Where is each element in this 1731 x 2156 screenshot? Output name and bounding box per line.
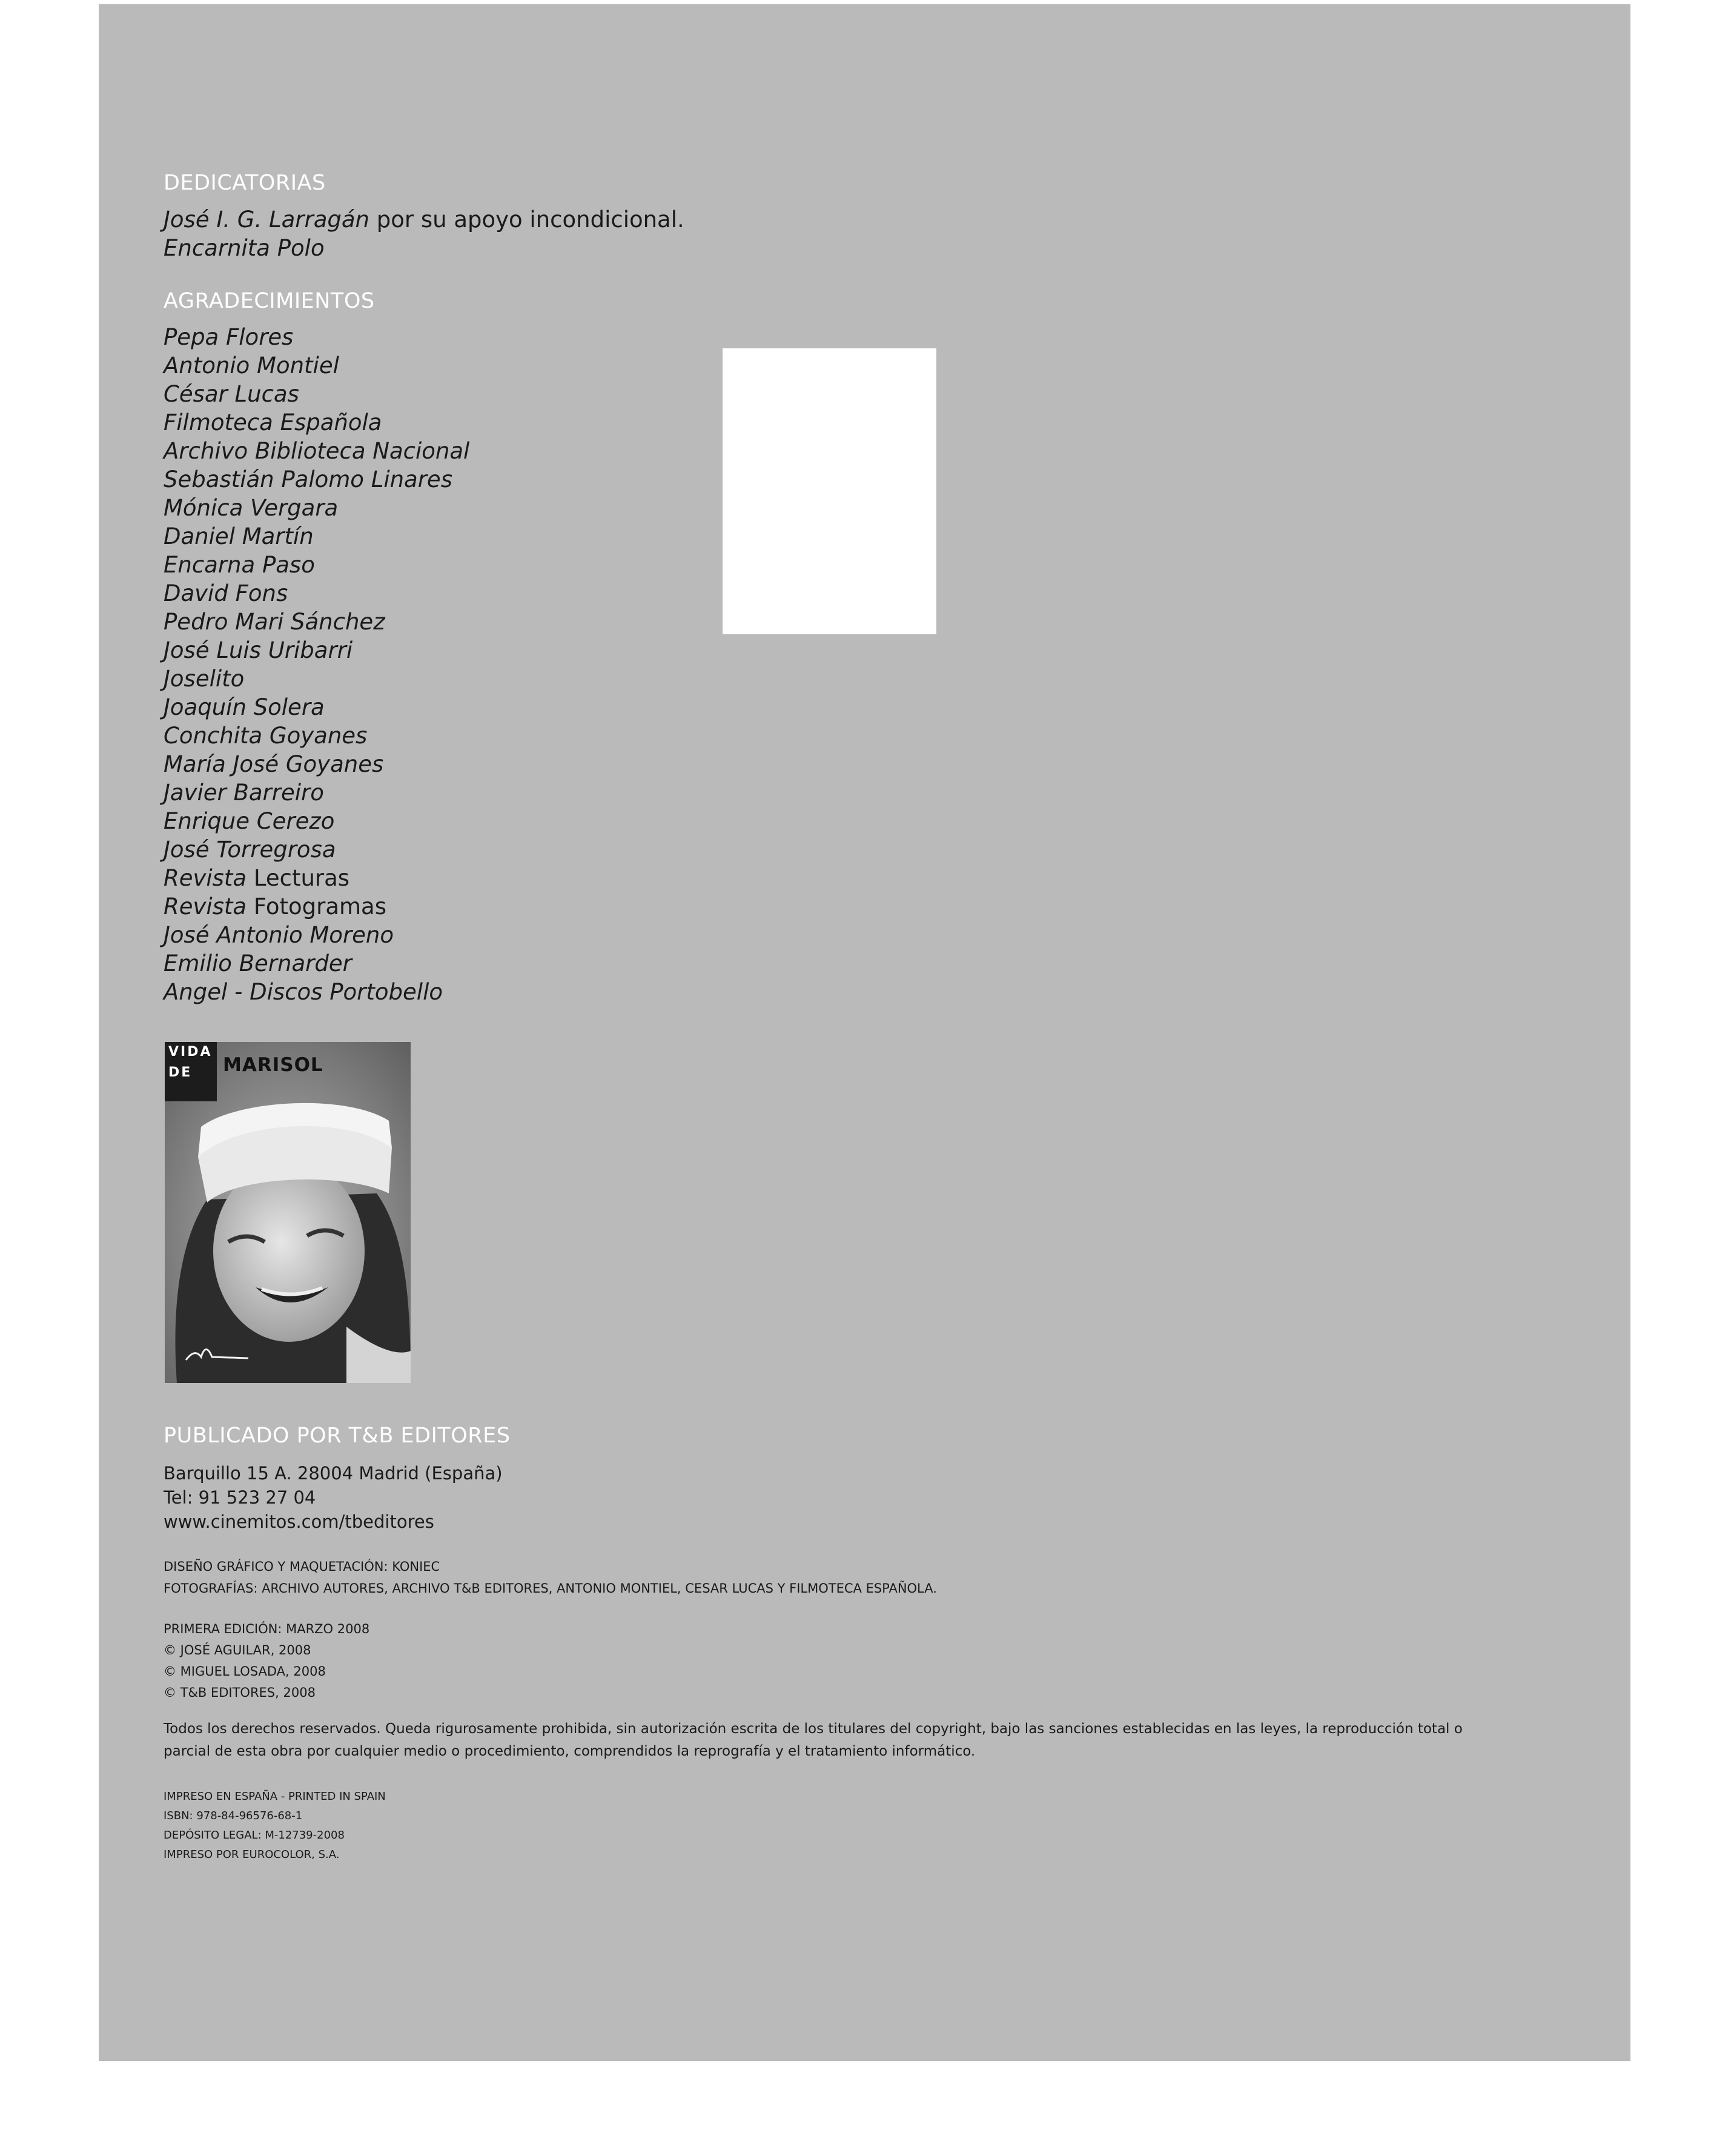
thanks-item: Angel - Discos Portobello xyxy=(164,979,443,1005)
dedicatoria-name: José I. G. Larragán xyxy=(164,207,369,233)
credit-value: KONIEC xyxy=(388,1559,440,1574)
publisher-website: www.cinemitos.com/tbeditores xyxy=(164,1511,434,1532)
thanks-item: Pedro Mari Sánchez xyxy=(164,609,385,635)
edition-info xyxy=(164,1619,369,1703)
thanks-item: María José Goyanes xyxy=(164,751,384,777)
thanks-item: Sebastián Palomo Linares xyxy=(164,466,452,493)
credit-label: FOTOGRAFÍAS: xyxy=(164,1581,258,1596)
dedicatorias-heading: DEDICATORIAS xyxy=(164,171,326,195)
credit-line xyxy=(164,1577,937,1599)
cover-tag-line: VIDA xyxy=(168,1044,213,1060)
thanks-item: Enrique Cerezo xyxy=(164,808,335,834)
dedicatoria-line xyxy=(164,205,684,234)
cover-tag xyxy=(165,1042,217,1101)
edition-label: PRIMERA EDICIÓN: xyxy=(164,1622,282,1636)
credit-label: DISEÑO GRÁFICO Y MAQUETACIÓN: xyxy=(164,1559,388,1574)
dedicatorias-list xyxy=(164,205,684,262)
thanks-item: David Fons xyxy=(164,580,288,606)
credits xyxy=(164,1556,937,1599)
credit-value: ARCHIVO AUTORES, ARCHIVO T&B EDITORES, ANTONIO MONTIEL, CESAR LUCAS Y FILMOTECA ESPAÑOLA. xyxy=(257,1581,937,1596)
cover-title: MARISOL xyxy=(223,1054,323,1076)
thanks-item: César Lucas xyxy=(164,381,299,407)
thanks-item: Encarna Paso xyxy=(164,552,315,578)
print-info xyxy=(164,1787,386,1865)
deposito-legal: DEPÓSITO LEGAL: M-12739-2008 xyxy=(164,1829,345,1842)
thanks-item: José Torregrosa xyxy=(164,837,336,863)
revista-prefix: Revista xyxy=(164,894,247,920)
publisher-heading: PUBLICADO POR T&B EDITORES xyxy=(164,1424,511,1448)
thanks-item: Joselito xyxy=(164,666,245,692)
print-line: IMPRESO EN ESPAÑA - PRINTED IN SPAIN xyxy=(164,1790,386,1803)
isbn: ISBN: 978-84-96576-68-1 xyxy=(164,1809,303,1822)
thanks-item xyxy=(164,864,469,892)
dedicatoria-text: por su apoyo incondicional. xyxy=(369,207,684,233)
thanks-item: Conchita Goyanes xyxy=(164,723,368,749)
copyright-line: © T&B EDITORES, 2008 xyxy=(164,1685,316,1700)
credit-line xyxy=(164,1556,937,1577)
publisher-address: Barquillo 15 A. 28004 Madrid (España) xyxy=(164,1463,503,1484)
book-cover-image xyxy=(165,1042,411,1383)
copyright-line: © MIGUEL LOSADA, 2008 xyxy=(164,1664,326,1679)
printer: IMPRESO POR EUROCOLOR, S.A. xyxy=(164,1848,340,1861)
thanks-item: José Antonio Moreno xyxy=(164,922,394,948)
edition-value: MARZO 2008 xyxy=(282,1622,370,1636)
thanks-item: Mónica Vergara xyxy=(164,495,339,521)
edition-line xyxy=(164,1619,369,1640)
thanks-item: Joaquín Solera xyxy=(164,694,325,720)
revista-prefix: Revista xyxy=(164,865,247,891)
copyright-line: © JOSÉ AGUILAR, 2008 xyxy=(164,1643,311,1657)
revista-name: Lecturas xyxy=(247,865,350,891)
thanks-item: Filmoteca Española xyxy=(164,410,382,436)
revista-name: Fotogramas xyxy=(247,894,386,920)
thanks-item: José Luis Uribarri xyxy=(164,637,353,663)
image-placeholder xyxy=(723,348,936,634)
publisher-phone: Tel: 91 523 27 04 xyxy=(164,1487,316,1508)
dedicatoria-line: Encarnita Polo xyxy=(164,235,325,261)
publisher-info xyxy=(164,1461,503,1534)
rights-notice: Todos los derechos reservados. Queda rigurosamente prohibida, sin autorización escrita de los titulares del copyright, bajo las sanciones establecidas en las leyes, la reproducción total o parcial de esta obra por cualquier medio o procedimiento, comprendidos la reprografía y el tratamiento informático. xyxy=(164,1721,1463,1759)
thanks-item xyxy=(164,892,469,921)
cover-tag-line: DE xyxy=(168,1065,193,1080)
thanks-item: Pepa Flores xyxy=(164,324,294,350)
thanks-item: Daniel Martín xyxy=(164,523,314,549)
thanks-item: Archivo Biblioteca Nacional xyxy=(164,438,470,464)
thanks-item: Emilio Bernarder xyxy=(164,950,352,977)
thanks-item: Javier Barreiro xyxy=(164,780,324,806)
agradecimientos-heading: AGRADECIMIENTOS xyxy=(164,289,375,313)
thanks-item: Antonio Montiel xyxy=(164,353,339,379)
agradecimientos-list xyxy=(164,323,469,1006)
